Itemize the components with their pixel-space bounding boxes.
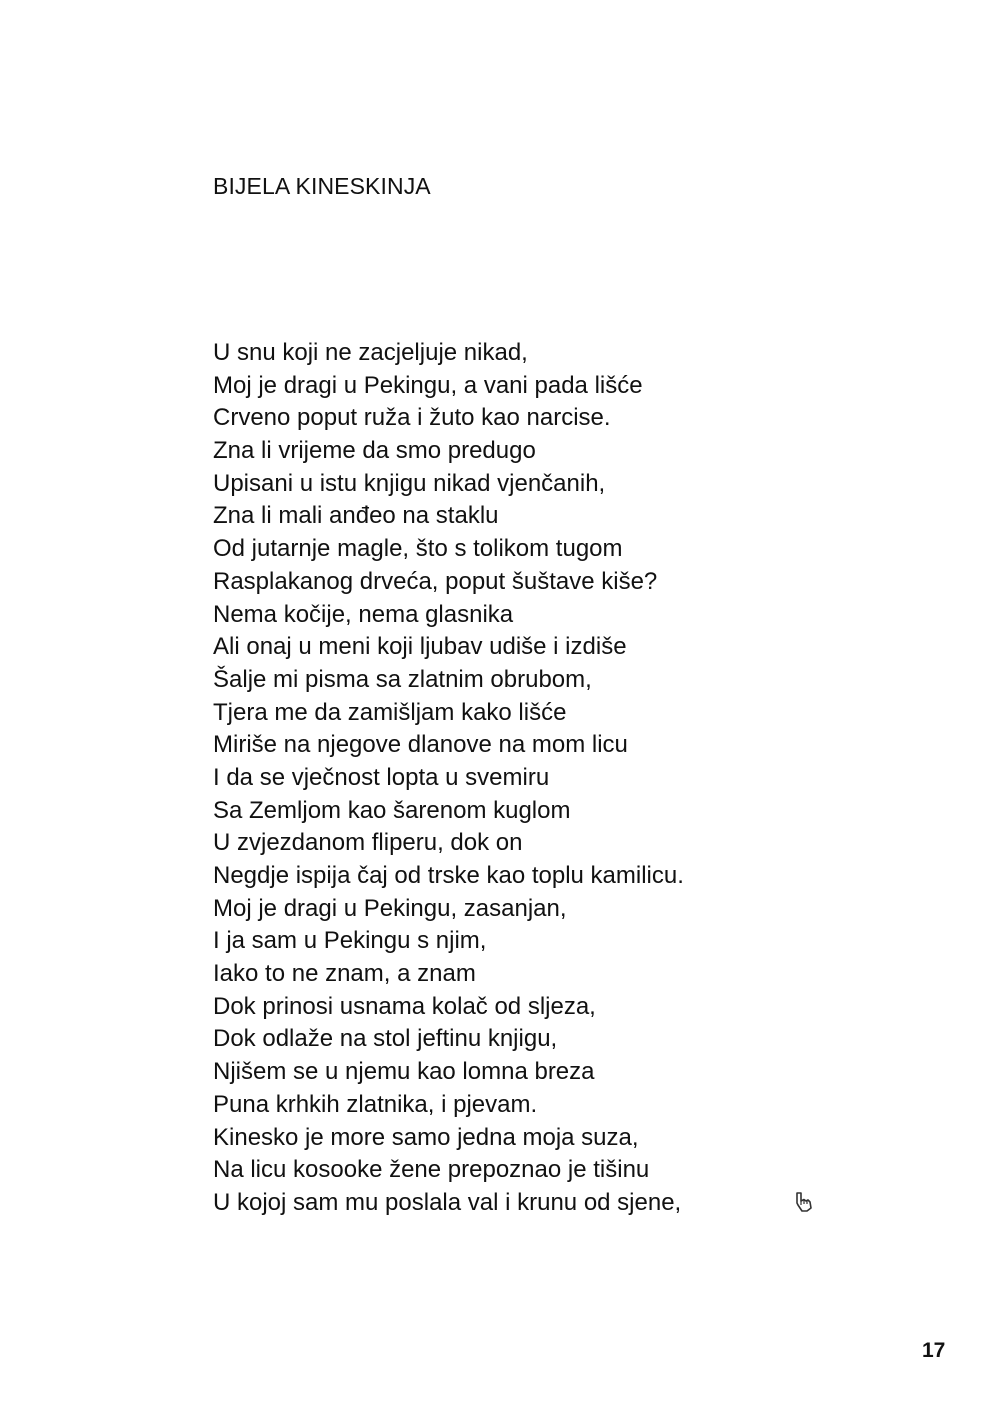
poem-line: Dok odlaže na stol jeftinu knjigu, (213, 1025, 558, 1053)
poem-line: Kinesko je more samo jedna moja suza, (213, 1123, 639, 1151)
hand-pointer-icon (792, 1190, 816, 1214)
poem-line: Negdje ispija čaj od trske kao toplu kamilicu. (213, 862, 684, 889)
poem-line: Zna li mali anđeo na staklu (213, 502, 499, 530)
poem-line: Šalje mi pisma sa zlatnim obrubom, (213, 665, 592, 693)
poem-line: Rasplakanog drveća, poput šuštave kiše? (213, 567, 658, 595)
poem-line: Upisani u istu knjigu nikad vjenčanih, (213, 469, 606, 497)
poem-line: U kojoj sam mu poslala val i krunu od sjene, (213, 1188, 682, 1216)
poem-body (213, 337, 684, 1220)
poem-line: U snu koji ne zacjeljuje nikad, (213, 339, 528, 366)
poem-title: BIJELA KINESKINJA (213, 173, 431, 199)
poem-line: Sa Zemljom kao šarenom kuglom (213, 796, 571, 824)
poem-line: Iako to ne znam, a znam (213, 960, 476, 988)
poem-line: Moj je dragi u Pekingu, zasanjan, (213, 894, 567, 922)
poem-line: Zna li vrijeme da smo predugo (213, 437, 536, 465)
poem-line: I da se vječnost lopta u svemiru (213, 763, 550, 791)
poem-line: Na licu kosooke žene prepoznao je tišinu (213, 1156, 650, 1184)
poem-line: I ja sam u Pekingu s njim, (213, 927, 487, 955)
poem-line: Nema kočije, nema glasnika (213, 600, 514, 628)
poem-line: Njišem se u njemu kao lomna breza (213, 1058, 595, 1086)
poem-line: Moj je dragi u Pekingu, a vani pada lišće (213, 371, 643, 399)
poem-line: Miriše na njegove dlanove na mom licu (213, 731, 628, 759)
poem-line: Puna krhkih zlatnika, i pjevam. (213, 1090, 538, 1118)
poem-line: U zvjezdanom fliperu, dok on (213, 829, 523, 857)
poem-line: Crveno poput ruža i žuto kao narcise. (213, 404, 611, 432)
poem-line: Tjera me da zamišljam kako lišće (213, 698, 567, 726)
poem-line: Od jutarnje magle, što s tolikom tugom (213, 535, 623, 563)
poem-line: Ali onaj u meni koji ljubav udiše i izdiše (213, 633, 627, 661)
page-number: 17 (922, 1339, 946, 1362)
poem-line: Dok prinosi usnama kolač od sljeza, (213, 992, 596, 1020)
